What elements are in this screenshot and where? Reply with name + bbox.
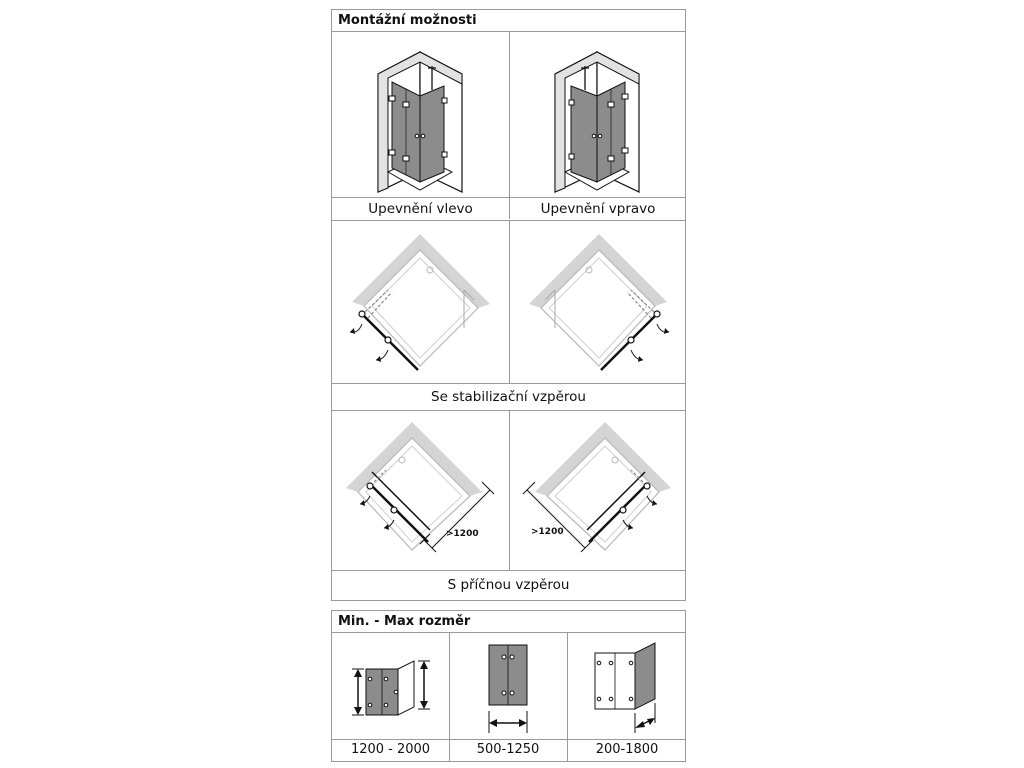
height-range-icon (332, 633, 449, 739)
mounting-options-title: Montážní možnosti (332, 10, 685, 32)
mount-left-label: Upevnění vlevo (368, 201, 473, 217)
cross-left-cell (332, 410, 509, 570)
divider (332, 197, 685, 198)
cross-caption: S příčnou vzpěrou (447, 577, 570, 593)
cross-left-dimension: >1200 (446, 529, 479, 539)
dim-side-cell (567, 633, 687, 739)
divider (332, 383, 685, 384)
dimensions-title: Min. - Max rozměr (332, 611, 685, 633)
dim-width-label: 500-1250 (476, 742, 540, 757)
mount-right-label: Upevnění vpravo (540, 201, 656, 217)
enclosure-left-icon (332, 32, 509, 197)
divider (332, 570, 685, 571)
stab-left-cell (332, 220, 509, 383)
divider (332, 739, 685, 740)
dim-height-label: 1200 - 2000 (350, 742, 431, 757)
stab-left-plan-icon (332, 220, 509, 383)
dim-width-cell (449, 633, 567, 739)
mount-left-cell (332, 32, 509, 217)
stab-right-cell (509, 220, 687, 383)
dim-height-cell (332, 633, 449, 739)
dim-side-label: 200-1800 (595, 742, 659, 757)
cross-left-plan-icon (332, 410, 509, 570)
cross-right-dimension: >1200 (531, 527, 564, 537)
mount-right-cell (509, 32, 687, 217)
cross-right-cell (509, 410, 687, 570)
enclosure-right-icon (509, 32, 687, 197)
dimensions-panel (331, 610, 686, 762)
side-width-range-icon (567, 633, 687, 739)
cross-right-plan-icon (509, 410, 687, 570)
width-range-icon (449, 633, 567, 739)
stab-right-plan-icon (509, 220, 687, 383)
stab-caption: Se stabilizační vzpěrou (431, 389, 586, 405)
mounting-options-panel (331, 9, 686, 601)
